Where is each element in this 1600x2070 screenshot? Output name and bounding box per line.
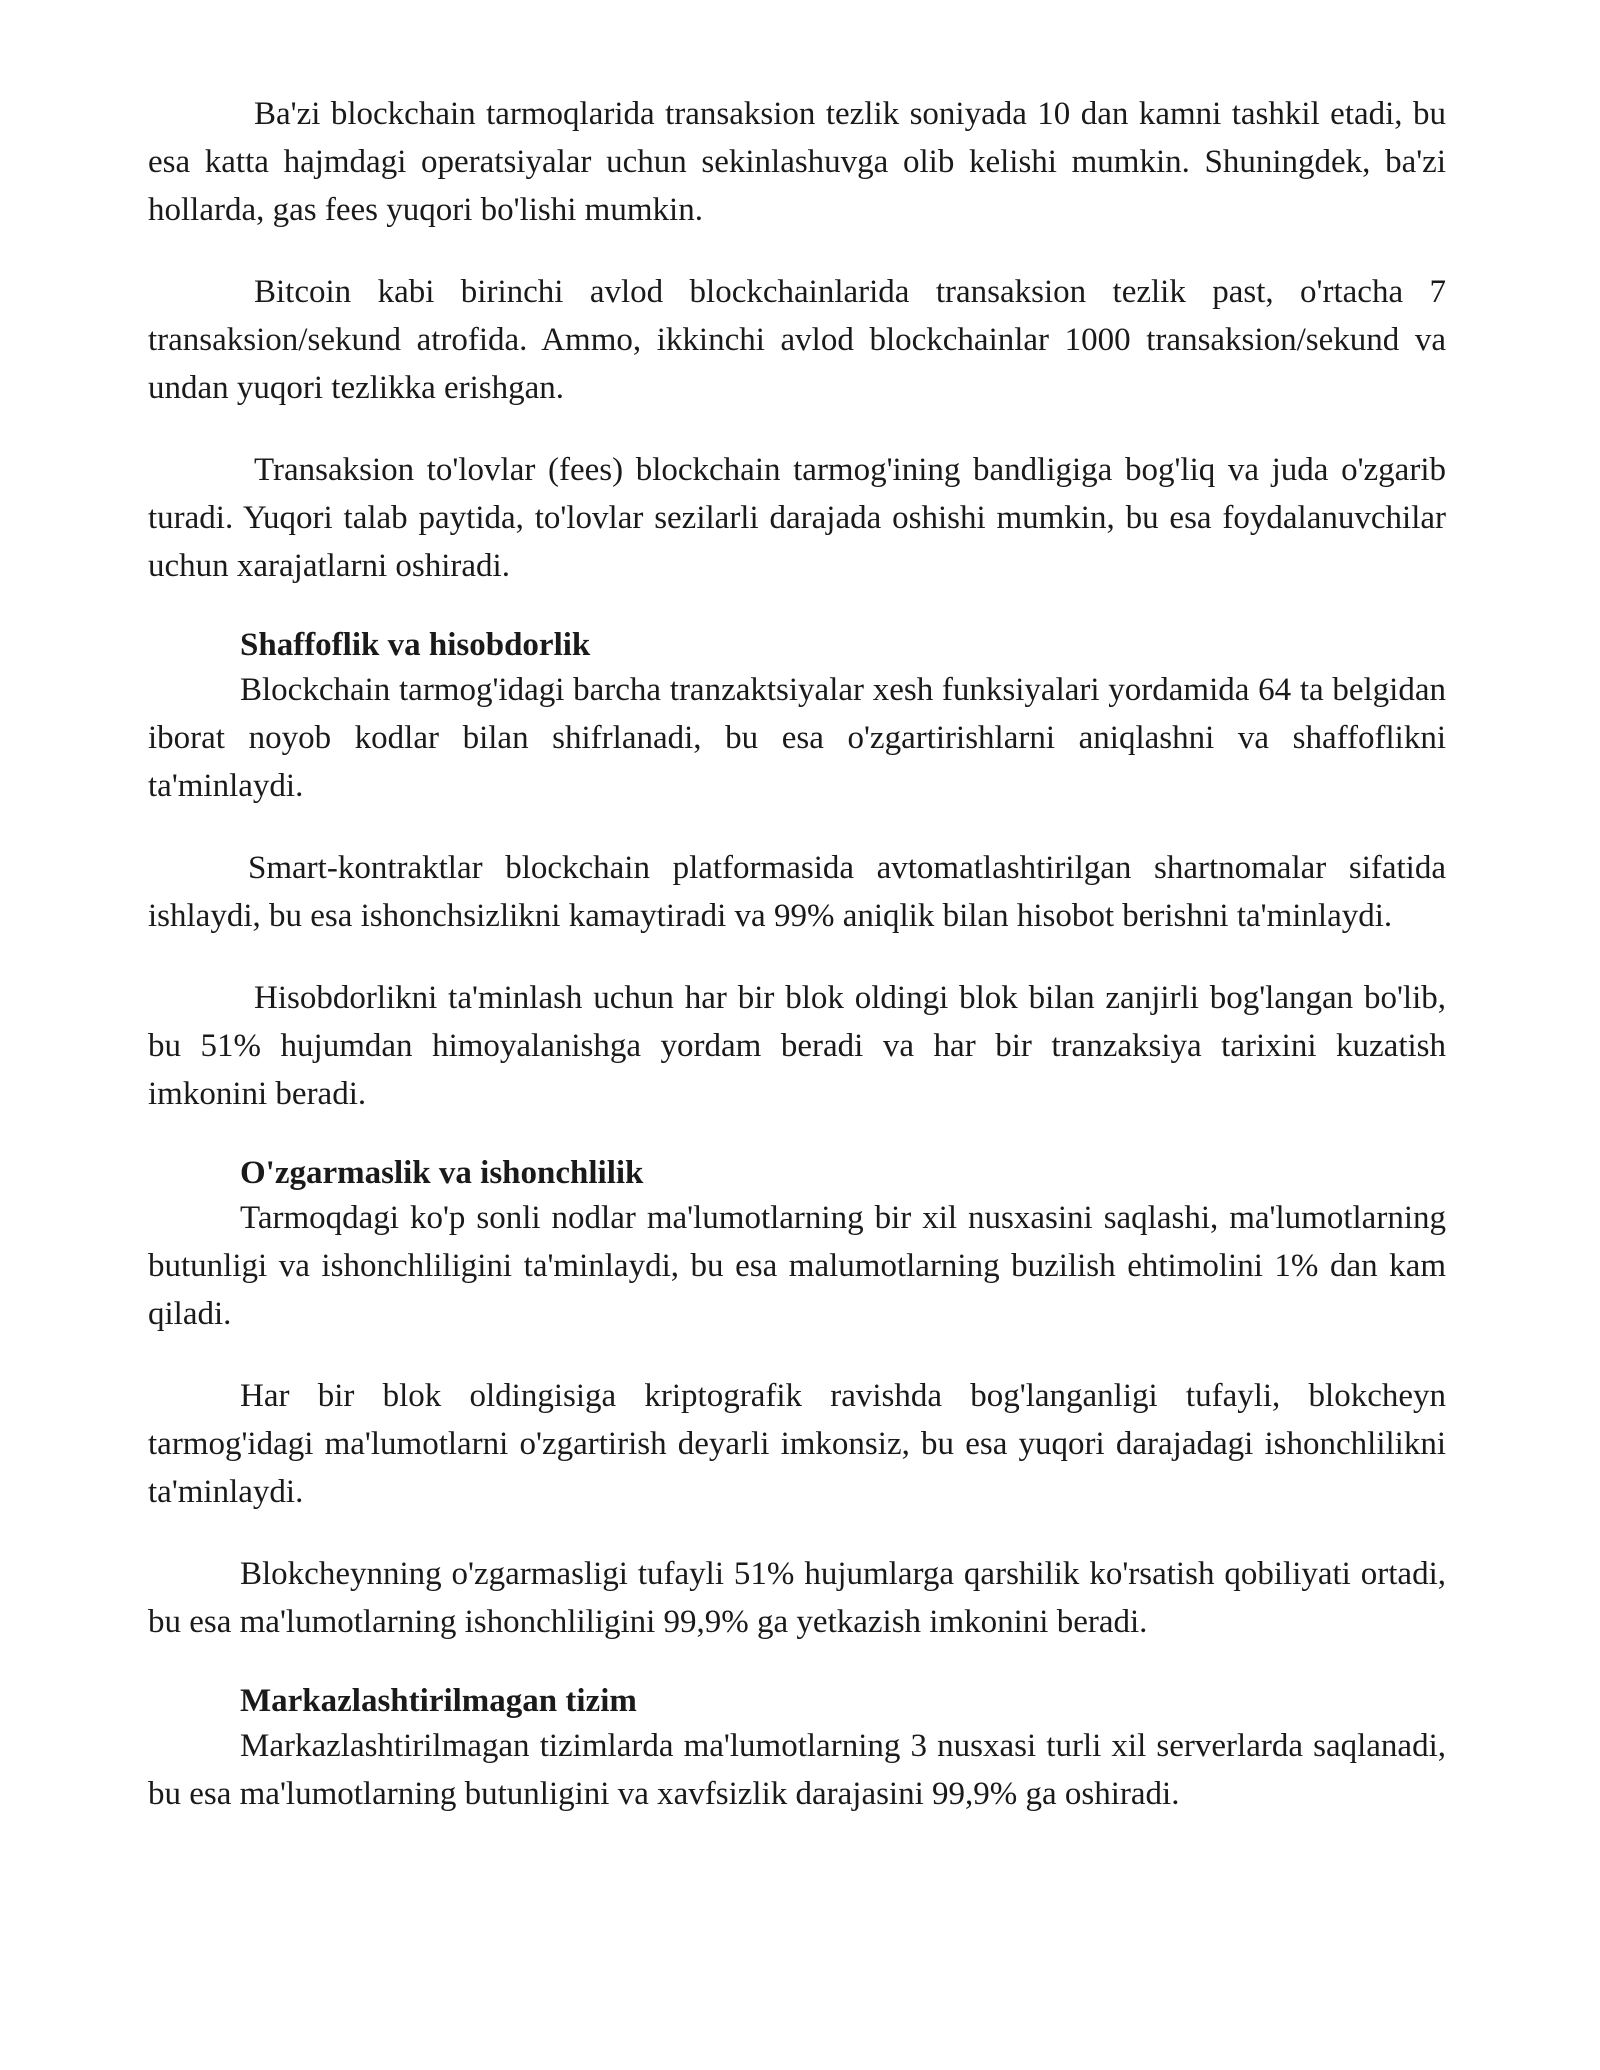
paragraph-transaction-speed: Ba'zi blockchain tarmoqlarida transaksion tezlik soniyada 10 dan kamni tashkil etadi, bu esa katta hajmdagi operatsiyalar uchun sekinlashuvga olib kelishi mumkin. Shuningdek, ba'zi hollarda, gas fees yuqori bo'lishi mumkin. <box>148 96 1446 228</box>
paragraph-accountability: Hisobdorlikni ta'minlash uchun har bir blok oldingi blok bilan zanjirli bog'langan bo'lib, bu 51% hujumdan himoyalanishga yordam beradi va har bir tranzaksiya tarixini kuzatish imkonini beradi. <box>148 980 1446 1112</box>
paragraph-attack-resistance: Blokcheynning o'zgarmasligi tufayli 51% hujumlarga qarshilik ko'rsatish qobiliyati ortadi, bu esa ma'lumotlarning ishonchliligini 99,9% ga yetkazish imkonini beradi. <box>148 1556 1446 1640</box>
document-page <box>148 90 1446 1852</box>
paragraph-hash-functions: Blockchain tarmog'idagi barcha tranzaktsiyalar xesh funksiyalari yordamida 64 ta belgidan iborat noyob kodlar bilan shifrlanadi, bu esa o'zgartirishlarni aniqlashni va shaffoflikni ta'minlaydi. <box>148 672 1446 804</box>
paragraph-cryptographic-link: Har bir blok oldingisiga kriptografik ravishda bog'langanligi tufayli, blokcheyn tarmog'idagi ma'lumotlarni o'zgartirish deyarli imkonsiz, bu esa yuqori darajadagi ishonchlilikni ta'minlaydi. <box>148 1378 1446 1510</box>
section-heading-transparency: Shaffoflik va hisobdorlik <box>240 627 591 663</box>
section-heading-decentralized: Markazlashtirilmagan tizim <box>240 1683 637 1719</box>
paragraph-smart-contracts: Smart-kontraktlar blockchain platformasida avtomatlashtirilgan shartnomalar sifatida ishlaydi, bu esa ishonchsizlikni kamaytiradi va 99% aniqlik bilan hisobot berishni ta'minlaydi. <box>148 850 1446 934</box>
paragraph-bitcoin-speed: Bitcoin kabi birinchi avlod blockchainlarida transaksion tezlik past, o'rtacha 7 transaksion/sekund atrofida. Ammo, ikkinchi avlod blockchainlar 1000 transaksion/sekund va undan yuqori tezlikka erishgan. <box>148 274 1446 406</box>
paragraph-server-copies: Markazlashtirilmagan tizimlarda ma'lumotlarning 3 nusxasi turli xil serverlarda saqlanadi, bu esa ma'lumotlarning butunligini va xavfsizlik darajasini 99,9% ga oshiradi. <box>148 1728 1446 1812</box>
section-heading-immutability: O'zgarmaslik va ishonchlilik <box>240 1155 644 1191</box>
paragraph-nodes-copies: Tarmoqdagi ko'p sonli nodlar ma'lumotlarning bir xil nusxasini saqlashi, ma'lumotlarning butunligi va ishonchliligini ta'minlaydi, bu esa malumotlarning buzilish ehtimolini 1% dan kam qiladi. <box>148 1200 1446 1332</box>
paragraph-transaction-fees: Transaksion to'lovlar (fees) blockchain tarmog'ining bandligiga bog'liq va juda o'zgarib turadi. Yuqori talab paytida, to'lovlar sezilarli darajada oshishi mumkin, bu esa foydalanuvchilar uchun xarajatlarni oshiradi. <box>148 452 1446 584</box>
